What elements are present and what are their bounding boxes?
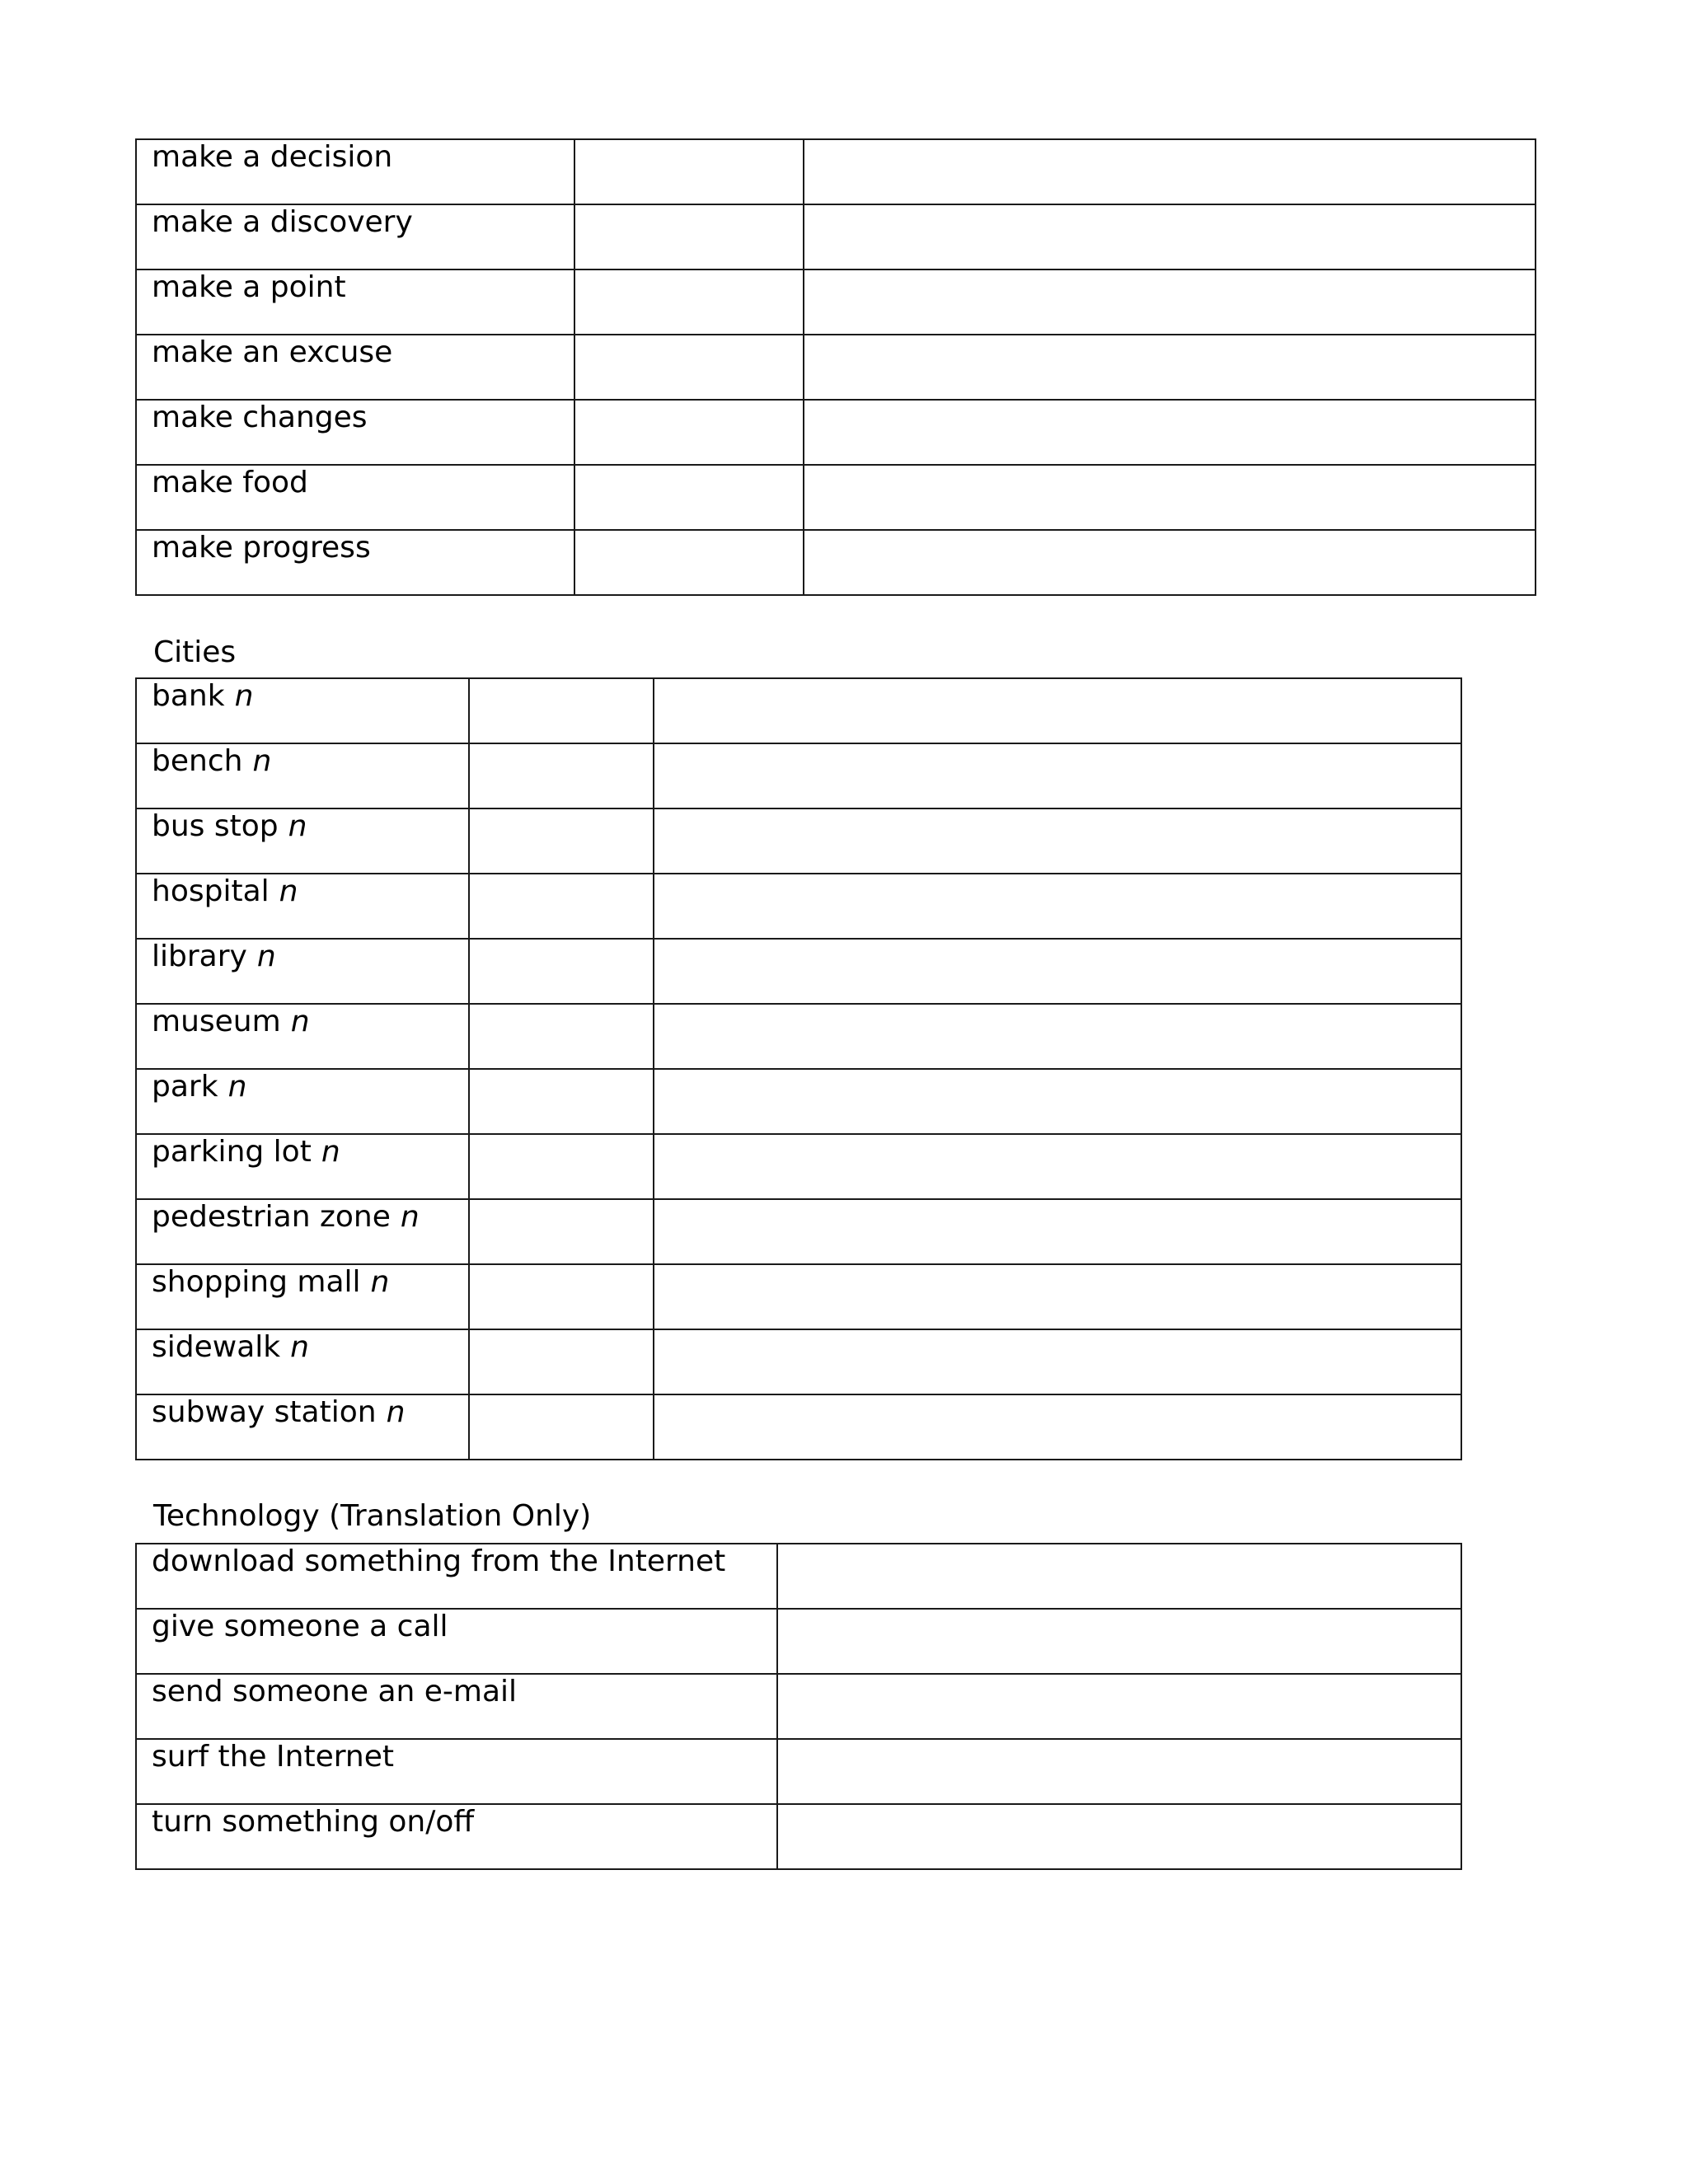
answer-cell[interactable] xyxy=(469,874,654,939)
answer-cell[interactable] xyxy=(469,1069,654,1134)
answer-cell[interactable] xyxy=(469,743,654,808)
translation-cell[interactable] xyxy=(777,1544,1461,1609)
answer-cell[interactable] xyxy=(469,1199,654,1264)
table-row xyxy=(136,1199,1461,1264)
table-row xyxy=(136,465,1536,530)
table-row xyxy=(136,1739,1461,1804)
term-text: make food xyxy=(152,466,308,499)
answer-cell[interactable] xyxy=(804,335,1536,400)
translation-cell[interactable] xyxy=(777,1804,1461,1869)
answer-cell[interactable] xyxy=(469,1264,654,1329)
answer-cell[interactable] xyxy=(469,1134,654,1199)
term-cell xyxy=(136,678,469,743)
answer-cell[interactable] xyxy=(804,530,1536,595)
table-row xyxy=(136,1674,1461,1739)
term-text: museum xyxy=(152,1005,281,1038)
table-row xyxy=(136,678,1461,743)
part-of-speech: n xyxy=(386,1395,406,1429)
answer-cell[interactable] xyxy=(654,1264,1461,1329)
answer-cell[interactable] xyxy=(574,465,804,530)
answer-cell[interactable] xyxy=(804,400,1536,465)
table-row xyxy=(136,269,1536,335)
table-row xyxy=(136,1134,1461,1199)
term-text: make an excuse xyxy=(152,335,393,369)
part-of-speech: n xyxy=(400,1200,420,1234)
technology-body xyxy=(136,1544,1461,1869)
term-cell xyxy=(136,465,574,530)
table-row xyxy=(136,1329,1461,1394)
technology-section-title: Technology (Translation Only) xyxy=(153,1499,592,1533)
term-cell xyxy=(136,335,574,400)
translation-cell[interactable] xyxy=(777,1609,1461,1674)
term-cell xyxy=(136,1544,777,1609)
part-of-speech: n xyxy=(234,679,254,713)
term-text: make a point xyxy=(152,270,346,304)
answer-cell[interactable] xyxy=(654,1004,1461,1069)
cities-table xyxy=(135,677,1462,1460)
term-cell xyxy=(136,269,574,335)
cities-body xyxy=(136,678,1461,1460)
term-cell xyxy=(136,204,574,269)
table-row xyxy=(136,1264,1461,1329)
answer-cell[interactable] xyxy=(469,939,654,1004)
term-cell xyxy=(136,1134,469,1199)
part-of-speech: n xyxy=(290,1330,309,1364)
answer-cell[interactable] xyxy=(654,939,1461,1004)
term-text: download something from the Internet xyxy=(152,1544,726,1578)
table-row xyxy=(136,1804,1461,1869)
answer-cell[interactable] xyxy=(804,465,1536,530)
table-row xyxy=(136,204,1536,269)
answer-cell[interactable] xyxy=(469,678,654,743)
term-cell xyxy=(136,1329,469,1394)
table-row xyxy=(136,743,1461,808)
technology-table xyxy=(135,1543,1462,1870)
table-row xyxy=(136,939,1461,1004)
term-cell xyxy=(136,139,574,204)
part-of-speech: n xyxy=(279,874,298,908)
answer-cell[interactable] xyxy=(654,1394,1461,1460)
answer-cell[interactable] xyxy=(574,269,804,335)
term-cell xyxy=(136,1394,469,1460)
term-text: park xyxy=(152,1070,218,1104)
answer-cell[interactable] xyxy=(574,139,804,204)
table-row xyxy=(136,1069,1461,1134)
part-of-speech: n xyxy=(288,809,307,843)
table-row xyxy=(136,1394,1461,1460)
table-row xyxy=(136,1004,1461,1069)
table-row xyxy=(136,335,1536,400)
answer-cell[interactable] xyxy=(654,1069,1461,1134)
term-cell xyxy=(136,743,469,808)
table-row xyxy=(136,808,1461,874)
term-cell xyxy=(136,1739,777,1804)
answer-cell[interactable] xyxy=(654,1329,1461,1394)
answer-cell[interactable] xyxy=(654,808,1461,874)
answer-cell[interactable] xyxy=(654,1134,1461,1199)
term-text: subway station xyxy=(152,1395,377,1429)
term-cell xyxy=(136,400,574,465)
answer-cell[interactable] xyxy=(469,1004,654,1069)
term-cell xyxy=(136,939,469,1004)
table-row xyxy=(136,1544,1461,1609)
answer-cell[interactable] xyxy=(574,400,804,465)
term-cell xyxy=(136,1609,777,1674)
term-cell xyxy=(136,1674,777,1739)
term-text: sidewalk xyxy=(152,1330,281,1364)
term-cell xyxy=(136,530,574,595)
answer-cell[interactable] xyxy=(574,530,804,595)
term-text: hospital xyxy=(152,874,270,908)
part-of-speech: n xyxy=(290,1005,310,1038)
term-text: give someone a call xyxy=(152,1610,448,1643)
answer-cell[interactable] xyxy=(654,1199,1461,1264)
table-row xyxy=(136,874,1461,939)
translation-cell[interactable] xyxy=(777,1674,1461,1739)
make-expressions-table xyxy=(135,138,1536,596)
term-text: library xyxy=(152,940,247,973)
term-text: turn something on/off xyxy=(152,1805,475,1839)
part-of-speech: n xyxy=(227,1070,247,1104)
answer-cell[interactable] xyxy=(574,204,804,269)
term-text: parking lot xyxy=(152,1135,312,1169)
answer-cell[interactable] xyxy=(804,139,1536,204)
term-text: shopping mall xyxy=(152,1265,361,1299)
table-row xyxy=(136,139,1536,204)
answer-cell[interactable] xyxy=(469,1394,654,1460)
term-text: bank xyxy=(152,679,225,713)
term-cell xyxy=(136,1264,469,1329)
term-text: bench xyxy=(152,744,243,778)
answer-cell[interactable] xyxy=(469,808,654,874)
part-of-speech: n xyxy=(256,940,276,973)
term-text: make changes xyxy=(152,401,368,434)
answer-cell[interactable] xyxy=(574,335,804,400)
answer-cell[interactable] xyxy=(804,204,1536,269)
answer-cell[interactable] xyxy=(469,1329,654,1394)
term-cell xyxy=(136,808,469,874)
answer-cell[interactable] xyxy=(654,678,1461,743)
part-of-speech: n xyxy=(370,1265,390,1299)
table-row xyxy=(136,530,1536,595)
table-row xyxy=(136,400,1536,465)
term-cell xyxy=(136,874,469,939)
translation-cell[interactable] xyxy=(777,1739,1461,1804)
term-cell xyxy=(136,1199,469,1264)
term-cell xyxy=(136,1004,469,1069)
term-text: bus stop xyxy=(152,809,279,843)
term-text: pedestrian zone xyxy=(152,1200,391,1234)
term-cell xyxy=(136,1804,777,1869)
answer-cell[interactable] xyxy=(654,874,1461,939)
term-text: send someone an e-mail xyxy=(152,1675,518,1708)
make-expressions-body xyxy=(136,139,1536,595)
term-text: surf the Internet xyxy=(152,1740,394,1774)
term-text: make a discovery xyxy=(152,205,413,239)
term-text: make a decision xyxy=(152,140,393,174)
cities-section-title: Cities xyxy=(153,635,237,669)
term-cell xyxy=(136,1069,469,1134)
part-of-speech: n xyxy=(252,744,272,778)
answer-cell[interactable] xyxy=(804,269,1536,335)
term-text: make progress xyxy=(152,531,371,565)
answer-cell[interactable] xyxy=(654,743,1461,808)
table-row xyxy=(136,1609,1461,1674)
part-of-speech: n xyxy=(321,1135,340,1169)
